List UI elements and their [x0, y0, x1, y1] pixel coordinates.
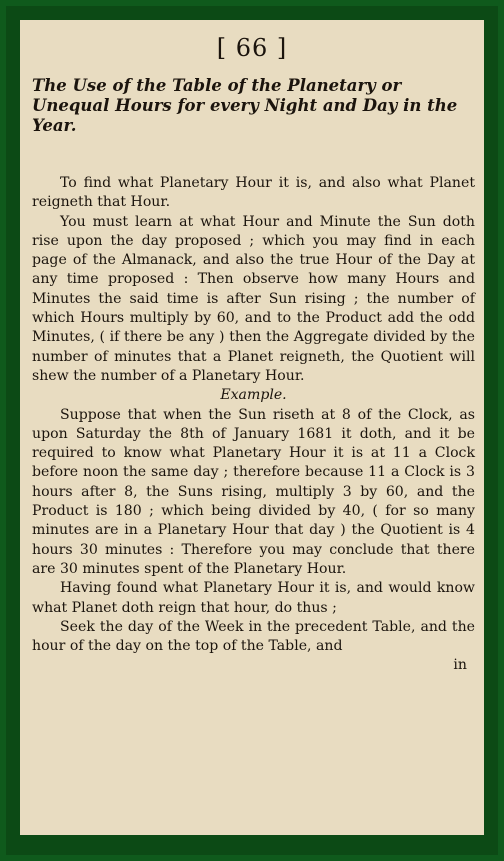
- body-text: [32, 174, 475, 676]
- page-number: [ 66 ]: [216, 34, 288, 62]
- paragraph: Seek the day of the Week in the precedent Table, and the hour of the day on the top of the Table, and: [32, 618, 475, 655]
- catchword: in: [453, 657, 467, 674]
- paragraph: Having found what Planetary Hour it is, and would know what Planet doth reign that hour, do thus ;: [32, 580, 475, 616]
- paragraph: To find what Planetary Hour it is, and also what Planet reigneth that Hour.: [32, 175, 475, 211]
- paragraph: You must learn at what Hour and Minute the Sun doth rise upon the day proposed ; which you may find in each page of the Almanack, and also the true Hour of the Day at any time proposed : Then observe how many Hours and Minutes the said time is after Sun rising ; the number of which Hours multiply by 60, and to the Product add the odd Minutes, ( if there be any ) then the Aggregate divided by the number of minutes that a Planet reigneth, the Quotient will shew the number of a Planetary Hour.: [32, 213, 475, 384]
- example-heading: Example.: [220, 387, 287, 404]
- book-page: [20, 20, 484, 835]
- paragraph: Suppose that when the Sun riseth at 8 of the Clock, as upon Saturday the 8th of January 1681 it doth, and it be required to know what Planetary Hour it is at 11 a Clock before noon the same day ; therefore because 11 a Clock is 3 hours after 8, the Suns rising, multiply 3 by 60, and the Product is 180 ; which being divided by 40, ( for so many minutes are in a Planetary Hour that day ) the Quotient is 4 hours 30 minutes : Therefore you may conclude that there are 30 minutes spent of the Planetary Hour.: [32, 406, 475, 577]
- section-title: The Use of the Table of the Planetary or Unequal Hours for every Night and Day in the Year.: [32, 76, 458, 135]
